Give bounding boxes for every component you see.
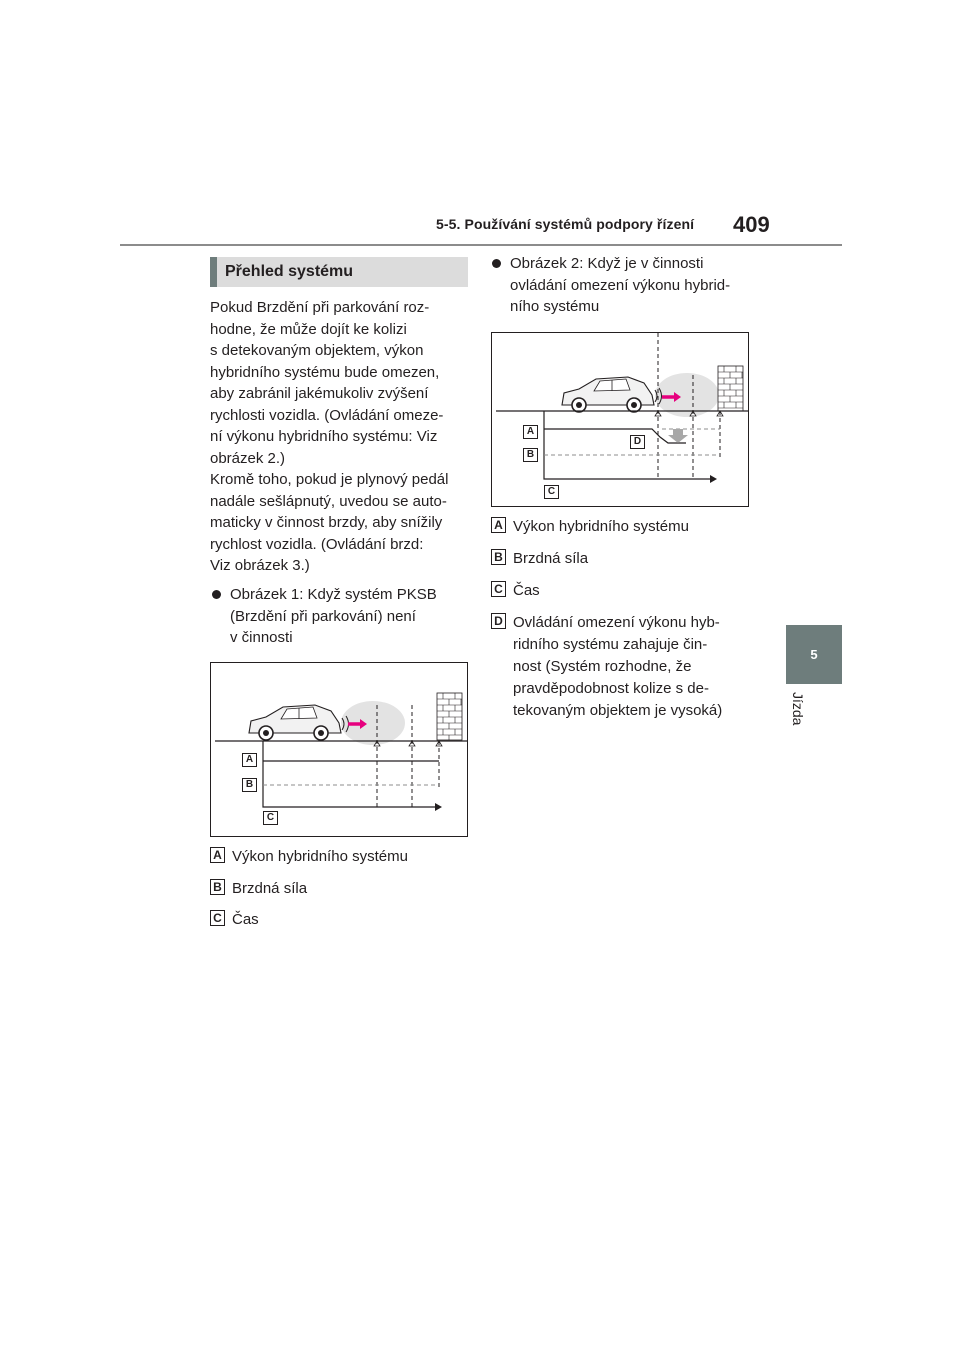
figure2-label-b: B — [523, 448, 538, 462]
figure2-label-c: C — [544, 485, 559, 499]
paragraph-line: maticky v činnost brzdy, aby snížily — [210, 514, 443, 531]
legend-key: A — [491, 517, 506, 533]
paragraph-line: hodne, že může dojít ke kolizi — [210, 320, 407, 338]
figure1-label-c: C — [263, 811, 278, 825]
paragraph-line: rychlosti vozidla. (Ovládání omeze- — [210, 406, 444, 424]
header-divider — [120, 244, 842, 246]
caption-line: (Brzdění při parkování) není — [230, 607, 416, 625]
detection-cloud — [655, 373, 719, 417]
time-axis — [544, 411, 712, 479]
figure1-illustration — [211, 663, 469, 838]
chapter-label: Jízda — [790, 692, 806, 726]
legend-text: Výkon hybridního systému — [232, 848, 408, 865]
legend-key: B — [491, 549, 506, 565]
figure1-caption — [210, 584, 470, 649]
section-heading: Přehled systému — [210, 257, 468, 287]
legend-key: B — [210, 879, 225, 895]
figure2-label-d: D — [630, 435, 645, 449]
wall-icon — [437, 693, 462, 740]
bullet-icon — [492, 259, 501, 268]
figure2-legend-c — [491, 580, 783, 602]
figure2-caption — [490, 253, 760, 318]
legend-text: Výkon hybridního systému — [513, 518, 689, 535]
car-icon — [562, 377, 662, 412]
caption-line: Obrázek 2: Když je v činnosti — [510, 255, 704, 272]
axis-arrow-icon — [710, 475, 717, 483]
page-number: 409 — [733, 212, 770, 237]
figure2-legend-a — [491, 516, 783, 538]
legend-key: A — [210, 847, 225, 863]
paragraph-line: s detekovaným objektem, výkon — [210, 342, 424, 359]
paragraph-line: Kromě toho, pokud je plynový pedál — [210, 471, 449, 488]
paragraph-line: rychlost vozidla. (Ovládání brzd: — [210, 535, 424, 553]
intro-paragraph — [210, 297, 470, 577]
caption-line: v činnosti — [230, 629, 293, 646]
caption-line: ovládání omezení výkonu hybrid- — [510, 276, 731, 294]
power-line — [544, 429, 686, 443]
legend-text-line: pravděpodobnost kolize s de- — [513, 680, 709, 697]
legend-text-line: nost (Systém rozhodne, že — [513, 658, 692, 675]
figure1-diagram — [210, 662, 468, 837]
caption-line: ního systému — [510, 298, 600, 315]
car-icon — [249, 705, 349, 740]
legend-text: Brzdná síla — [513, 550, 589, 567]
time-axis — [263, 741, 437, 807]
reduction-arrow-icon — [668, 429, 688, 443]
legend-text-line: tekovaným objektem je vysoká) — [513, 702, 723, 719]
legend-key: C — [491, 581, 506, 597]
legend-key: C — [210, 910, 225, 926]
legend-text: Čas — [232, 911, 259, 928]
legend-text: Čas — [513, 582, 540, 599]
paragraph-line: nadále sešlápnutý, uvedou se auto- — [210, 492, 447, 510]
figure2-label-a: A — [523, 425, 538, 439]
paragraph-line: ní výkonu hybridního systému: Viz — [210, 428, 438, 445]
paragraph-line: Pokud Brzdění při parkování roz- — [210, 299, 430, 316]
figure1-label-b: B — [242, 778, 257, 792]
paragraph-line: hybridního systému bude omezen, — [210, 363, 440, 381]
figure2-illustration — [492, 333, 750, 508]
running-header: 5-5. Používání systémů podpory řízení — [436, 216, 695, 232]
figure2-diagram — [491, 332, 749, 507]
chapter-tab: 5 — [786, 625, 842, 684]
legend-key: D — [491, 613, 506, 629]
paragraph-line: aby zabránil jakémukoliv zvýšení — [210, 385, 429, 402]
figure1-legend-b — [210, 878, 492, 900]
axis-arrow-icon — [435, 803, 442, 811]
figure2-legend-d — [491, 612, 783, 722]
wall-icon — [718, 366, 743, 411]
legend-text: Brzdná síla — [232, 880, 308, 897]
bullet-icon — [212, 590, 221, 599]
legend-text-line: ridního systému zahajuje čin- — [513, 636, 708, 653]
caption-line: Obrázek 1: Když systém PKSB — [230, 586, 437, 603]
figure2-legend-b — [491, 548, 783, 570]
legend-text-line: Ovládání omezení výkonu hyb- — [513, 614, 720, 631]
paragraph-line: Viz obrázek 3.) — [210, 557, 310, 574]
figure1-legend-c — [210, 909, 492, 931]
figure1-label-a: A — [242, 753, 257, 767]
figure1-legend-a — [210, 846, 492, 868]
paragraph-line: obrázek 2.) — [210, 449, 286, 467]
